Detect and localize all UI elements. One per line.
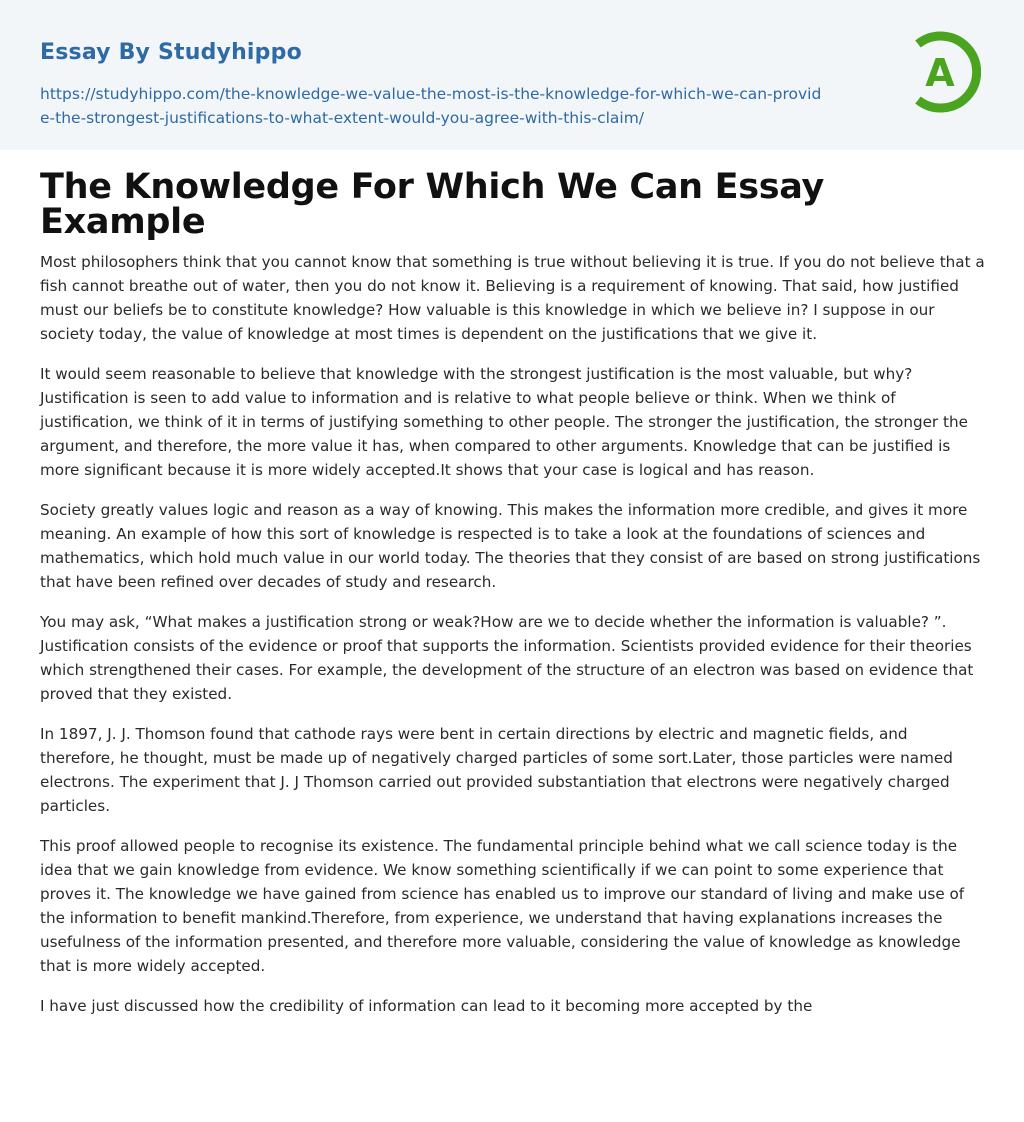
paragraph: In 1897, J. J. Thomson found that cathode rays were bent in certain directions by electric and magnetic fields, and therefore, he thought, must be made up of negatively charged particles of some sort.Later, those particles were named electrons. The experiment that J. J Thomson carried out provided substantiation that electrons were negatively charged particles. (40, 725, 953, 815)
site-brand[interactable]: Essay By Studyhippo (40, 40, 302, 65)
site-header (0, 0, 1024, 150)
article (40, 167, 986, 1034)
logo-letter: A (925, 51, 955, 95)
source-url-link[interactable]: https://studyhippo.com/the-knowledge-we-value-the-most-is-the-knowledge-for-which-we-can-provide-the-strongest-justifications-to-what-extent-would-you-agree-with-this-claim/ (40, 85, 822, 127)
paragraph: I have just discussed how the credibility of information can lead to it becoming more accepted by the (40, 997, 813, 1015)
page-title: The Knowledge For Which We Can Essay Example (40, 167, 825, 242)
paragraph: You may ask, “What makes a justification strong or weak?How are we to decide whether the information is valuable? ”. Justification consists of the evidence or proof that supports the information. Scientists provided evidence for their theories which strengthened their cases. For example, the development of the structure of an electron was based on evidence that proved that they existed. (40, 613, 974, 703)
paragraph: It would seem reasonable to believe that knowledge with the strongest justification is the most valuable, but why? Justification is seen to add value to information and is relative to what people believe or think. When we think of justification, we think of it in terms of justifying something to other people. The stronger the justification, the stronger the argument, and therefore, the more value it has, when compared to other arguments. Knowledge that can be justified is more significant because it is more widely accepted.It shows that your case is logical and has reason. (40, 365, 968, 479)
article-body (40, 250, 986, 1018)
paragraph: Society greatly values logic and reason as a way of knowing. This makes the information more credible, and gives it more meaning. An example of how this sort of knowledge is respected is to take a look at the foundations of sciences and mathematics, which hold much value in our world today. The theories that they consist of are based on strong justifications that have been refined over decades of study and research. (40, 501, 981, 591)
studyhippo-logo-icon[interactable] (908, 28, 988, 116)
paragraph: This proof allowed people to recognise its existence. The fundamental principle behind what we call science today is the idea that we gain knowledge from evidence. We know something scientifically if we can point to some experience that proves it. The knowledge we have gained from science has enabled us to improve our standard of living and make use of the information to benefit mankind.Therefore, from experience, we understand that having explanations increases the usefulness of the information presented, and therefore more valuable, considering the value of knowledge as knowledge that is more widely accepted. (40, 837, 965, 975)
paragraph: Most philosophers think that you cannot know that something is true without believing it is true. If you do not believe that a fish cannot breathe out of water, then you do not know it. Believing is a requirement of knowing. That said, how justified must our beliefs be to constitute knowledge? How valuable is this knowledge in which we believe in? I suppose in our society today, the value of knowledge at most times is dependent on the justifications that we give it. (40, 253, 985, 343)
